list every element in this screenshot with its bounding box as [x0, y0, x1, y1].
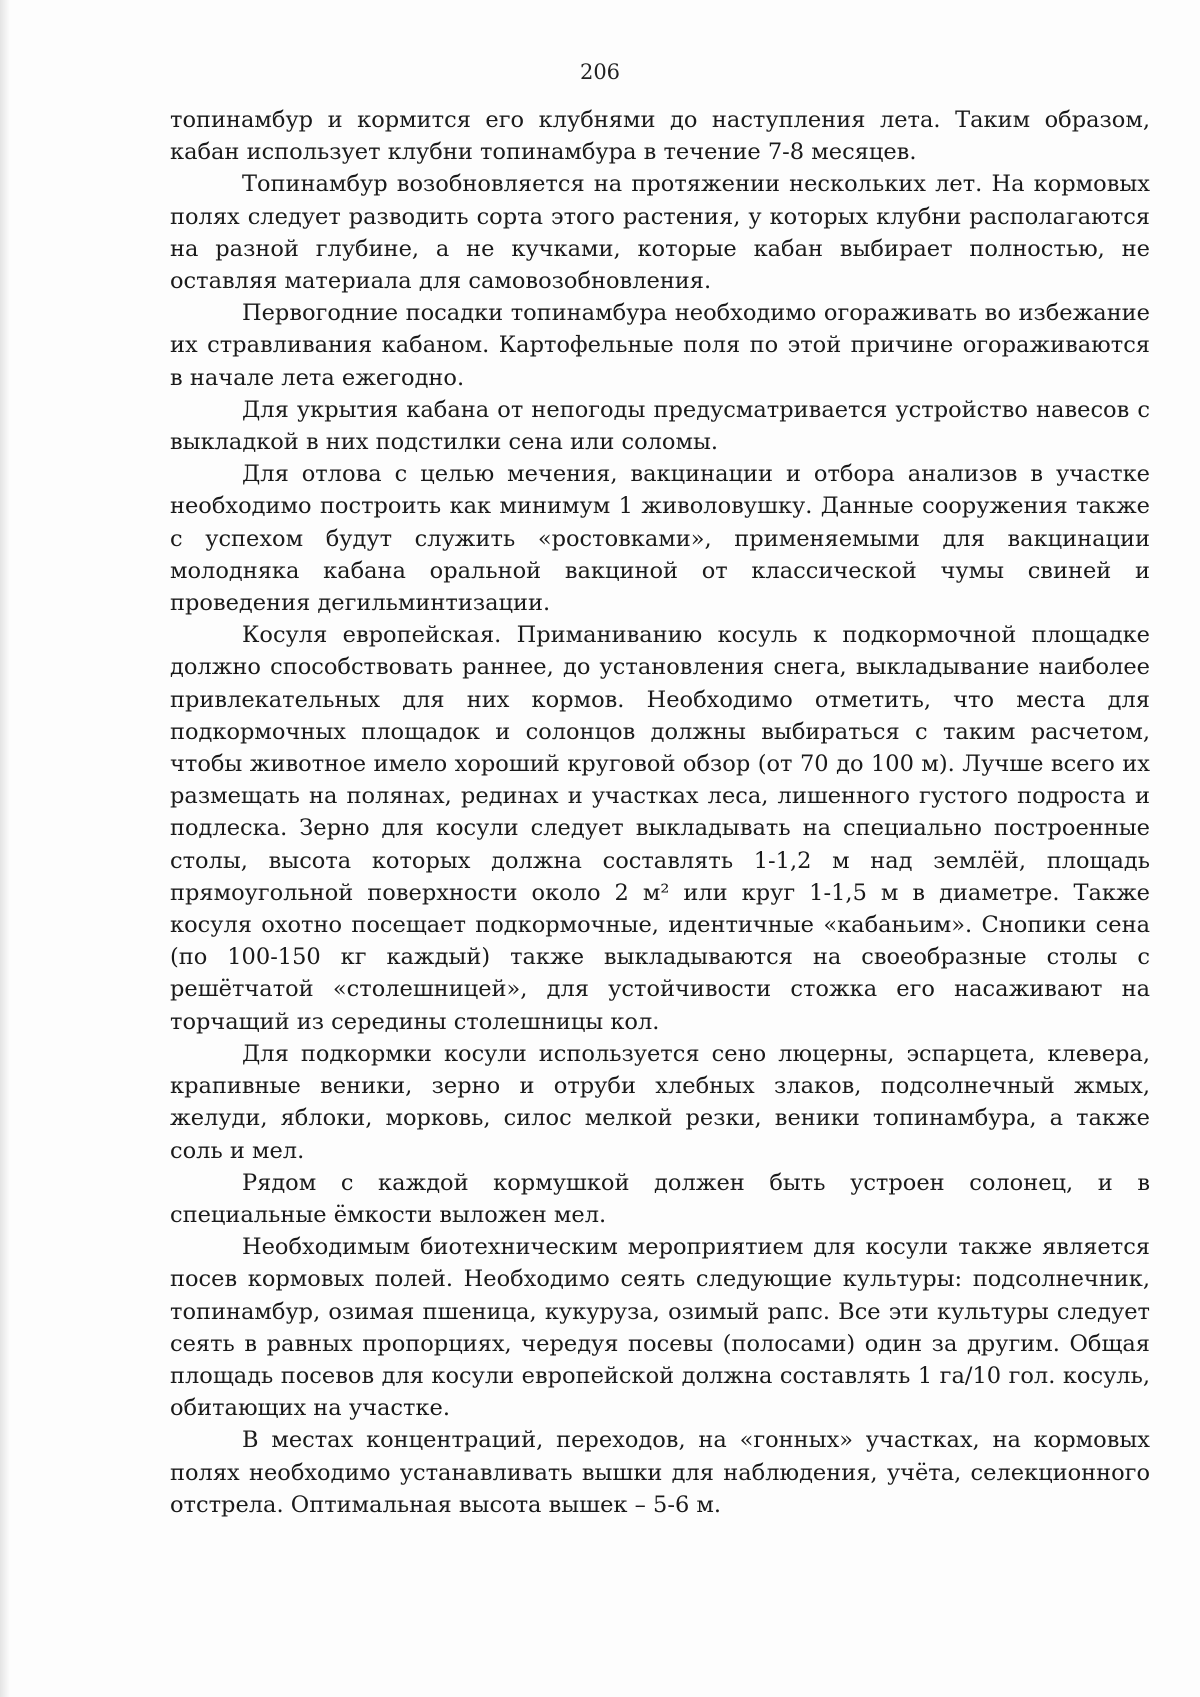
- scan-edge-shadow: [0, 0, 10, 1697]
- paragraph: Топинамбур возобновляется на протяжении нескольких лет. На кормовых полях следует разводить сорта этого растения, у которых клубни располагаются на разной глубине, а не кучками, которые кабан выбирает полностью, не оставляя материала для самовозобновления.: [170, 171, 1150, 295]
- paragraph: Косуля европейская. Приманиванию косуль к подкормочной площадке должно способствовать раннее, до установления снега, выкладывание наиболее привлекательных для них кормов. Необходимо отметить, что места для подкормочных площадок и солонцов должны выбираться с таким расчетом, чтобы животное имело хороший круговой обзор (от 70 до 100 м). Лучше всего их размещать на полянах, рединах и участках леса, лишенного густого подроста и подлеска. Зерно для косули следует выкладывать на специально построенные столы, высота которых должна составлять 1-1,2 м над землёй, площадь прямоугольной поверхности около 2 м² или круг 1-1,5 м в диаметре. Также косуля охотно посещает подкормочные, идентичные «кабаньим». Снопики сена (по 100-150 кг каждый) также выкладываются на своеобразные столы с решётчатой «столешницей», для устойчивости стожка его насаживают на торчащий из середины столешницы кол.: [170, 622, 1150, 1035]
- paragraph: Для отлова с целью мечения, вакцинации и отбора анализов в участке необходимо построить как минимум 1 живоловушку. Данные сооружения также с успехом будут служить «ростовками», применяемыми для вакцинации молодняка кабана оральной вакциной от классической чумы свиней и проведения дегильминтизации.: [170, 461, 1150, 617]
- paragraph: Первогодние посадки топинамбура необходимо огораживать во избежание их стравливания кабаном. Картофельные поля по этой причине огораживаются в начале лета ежегодно.: [170, 300, 1150, 391]
- page-number: 206: [579, 60, 621, 84]
- paragraph: Для укрытия кабана от непогоды предусматривается устройство навесов с выкладкой в них подстилки сена или соломы.: [170, 396, 1150, 456]
- paragraph-continuation: топинамбур и кормится его клубнями до наступления лета. Таким образом, кабан использует клубни топинамбура в течение 7-8 месяцев.: [170, 107, 1150, 166]
- body-text: [170, 104, 1150, 1521]
- paragraph: Необходимым биотехническим мероприятием для косули также является посев кормовых полей. Необходимо сеять следующие культуры: подсолнечник, топинамбур, озимая пшеница, кукуруза, озимый рапс. Все эти культуры следует сеять в равных пропорциях, чередуя посевы (полосами) один за другим. Общая площадь посевов для косули европейской должна составлять 1 га/10 гол. косуль, обитающих на участке.: [170, 1234, 1150, 1422]
- paragraph: Для подкормки косули используется сено люцерны, эспарцета, клевера, крапивные веники, зерно и отруби хлебных злаков, подсолнечный жмых, желуди, яблоки, морковь, силос мелкой резки, веники топинамбура, а также соль и мел.: [170, 1040, 1150, 1164]
- paragraph: В местах концентраций, переходов, на «гонных» участках, на кормовых полях необходимо устанавливать вышки для наблюдения, учёта, селекционного отстрела. Оптимальная высота вышек – 5-6 м.: [170, 1427, 1150, 1518]
- paragraph: Рядом с каждой кормушкой должен быть устроен солонец, и в специальные ёмкости выложен мел.: [170, 1169, 1150, 1228]
